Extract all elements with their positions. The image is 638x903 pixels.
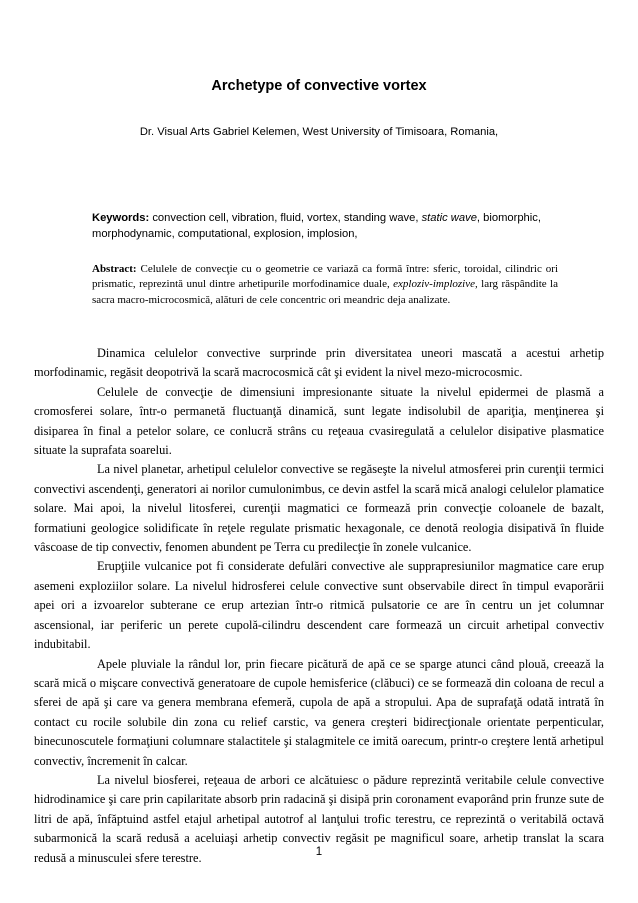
abstract-text-2: larg răspândite la sacra macro-microcosmică, alături de cele concentric ori meandric deja analizate.: [92, 278, 558, 306]
paragraph: La nivel planetar, arhetipul celulelor convective se regăseşte la nivelul atmosferei prin curenţii termici convectivi ascendenţi, generatori ai norilor cumulonimbus, ce devin astfel la scară mică analogi celulelor plamatice solare. Mai apoi, la nivelul litosferei, curenţii magmatici ce formează prin convecţie coloanele de bazalt, formatiuni geologice solidificate în reţele regulate prismatic hexagonale, ce denotă reologia disipativă în fluide vâscoase de tip convectiv, fenomen abundent pe Terra cu predilecţie în zonele vulcanice.: [34, 462, 604, 555]
paragraph: Apele pluviale la rândul lor, prin fiecare picătură de apă ce se sparge atunci când plouă, creează la scară mică o mişcare convectivă generatoare de cupole hemisferice (clăbuci) ce se formează din coloana de recul a sferei de apă şi care va genera membrana efemeră, cupola de apă a stropului. Apa de suprafaţă odată intrată în contact cu rocile solubile din zona cu relief carstic, va genera creşteri bidirecţionale orientate perpenticular, binecunoscutele formaţiuni columnare stalactitele şi stalagmitele ce imită oarecum, printr-o creştere lentă arhetipul convectiv, încremenit în calcar.: [34, 656, 604, 768]
abstract-block: [92, 262, 558, 308]
paragraph: Erupţiile vulcanice pot fi considerate defulări convective ale supprapresiunilor magmatice care erup asemeni exploziilor solare. La nivelul hidrosferei celule convective sunt observabile direct în timpul evaporării apei ori a izvoarelor subterane ce erup artezian într-o ritmică pulsatorie ce are în centru un jet columnar ascensional, iar periferic un perete cupolă-cilindru descendent care formează un circuit arhetipal convectiv indubitabil.: [34, 559, 604, 652]
abstract-text-1: Celulele de convecţie cu o geometrie ce variază ca formă între: sferic, toroidal, cilindric ori prismatic, reprezintă unul dintre arhetipurile morfodinamice duale,: [92, 263, 558, 291]
author-line: Dr. Visual Arts Gabriel Kelemen, West University of Timisoara, Romania,: [139, 126, 499, 138]
paper-title: Archetype of convective vortex: [211, 78, 427, 94]
keywords-label: Keywords:: [92, 212, 150, 224]
paragraph: Dinamica celulelor convective surprinde prin diversitatea uneori mascată a acestui arhetip morfodinamic, regăsit deopotrivă la scară macrocosmică cât şi evident la nivel mezo-microcosmic.: [34, 346, 604, 380]
keywords-text-2: , biomorphic, morphodynamic, computational, explosion, implosion,: [92, 212, 541, 240]
abstract-label: Abstract:: [92, 263, 137, 275]
keywords-italic: static wave: [421, 212, 477, 224]
keywords-text-1: convection cell, vibration, fluid, vortex, standing wave,: [152, 212, 422, 224]
keywords-block: [92, 210, 558, 242]
page-number: 1: [315, 846, 323, 858]
paragraph: La nivelul biosferei, reţeaua de arbori ce alcătuiesc o pădure reprezintă veritabile celule convective hidrodinamice şi care prin capilaritate absorb prin radacină şi disipă prin coronament evaporând prin frunze sute de litri de apă, înfăptuind astfel etajul arhetipal autotrof al lanţului trofic terestru, ce reprezintă o veritabilă octavă subarmonică la scară redusă a aceluiaşi arhetip convectiv regăsit pe magnificul soare, arhetip translat la scara redusă a minusculei sfere terestre.: [34, 772, 604, 865]
body-text: [34, 344, 604, 868]
paragraph: Celulele de convecţie de dimensiuni impresionante situate la nivelul epidermei de plasmă a cromosferei solare, într-o permanetă fluctuanţă dinamică, sunt legate indisolubil de apariţia, menţinerea şi disiparea în final a petelor solare, ce conlucră strâns cu reţeaua cvasiregulată a celulelor disipative plasmatice situate la suprafata soarelui.: [34, 384, 604, 458]
abstract-italic: exploziv-implozive,: [393, 278, 478, 291]
